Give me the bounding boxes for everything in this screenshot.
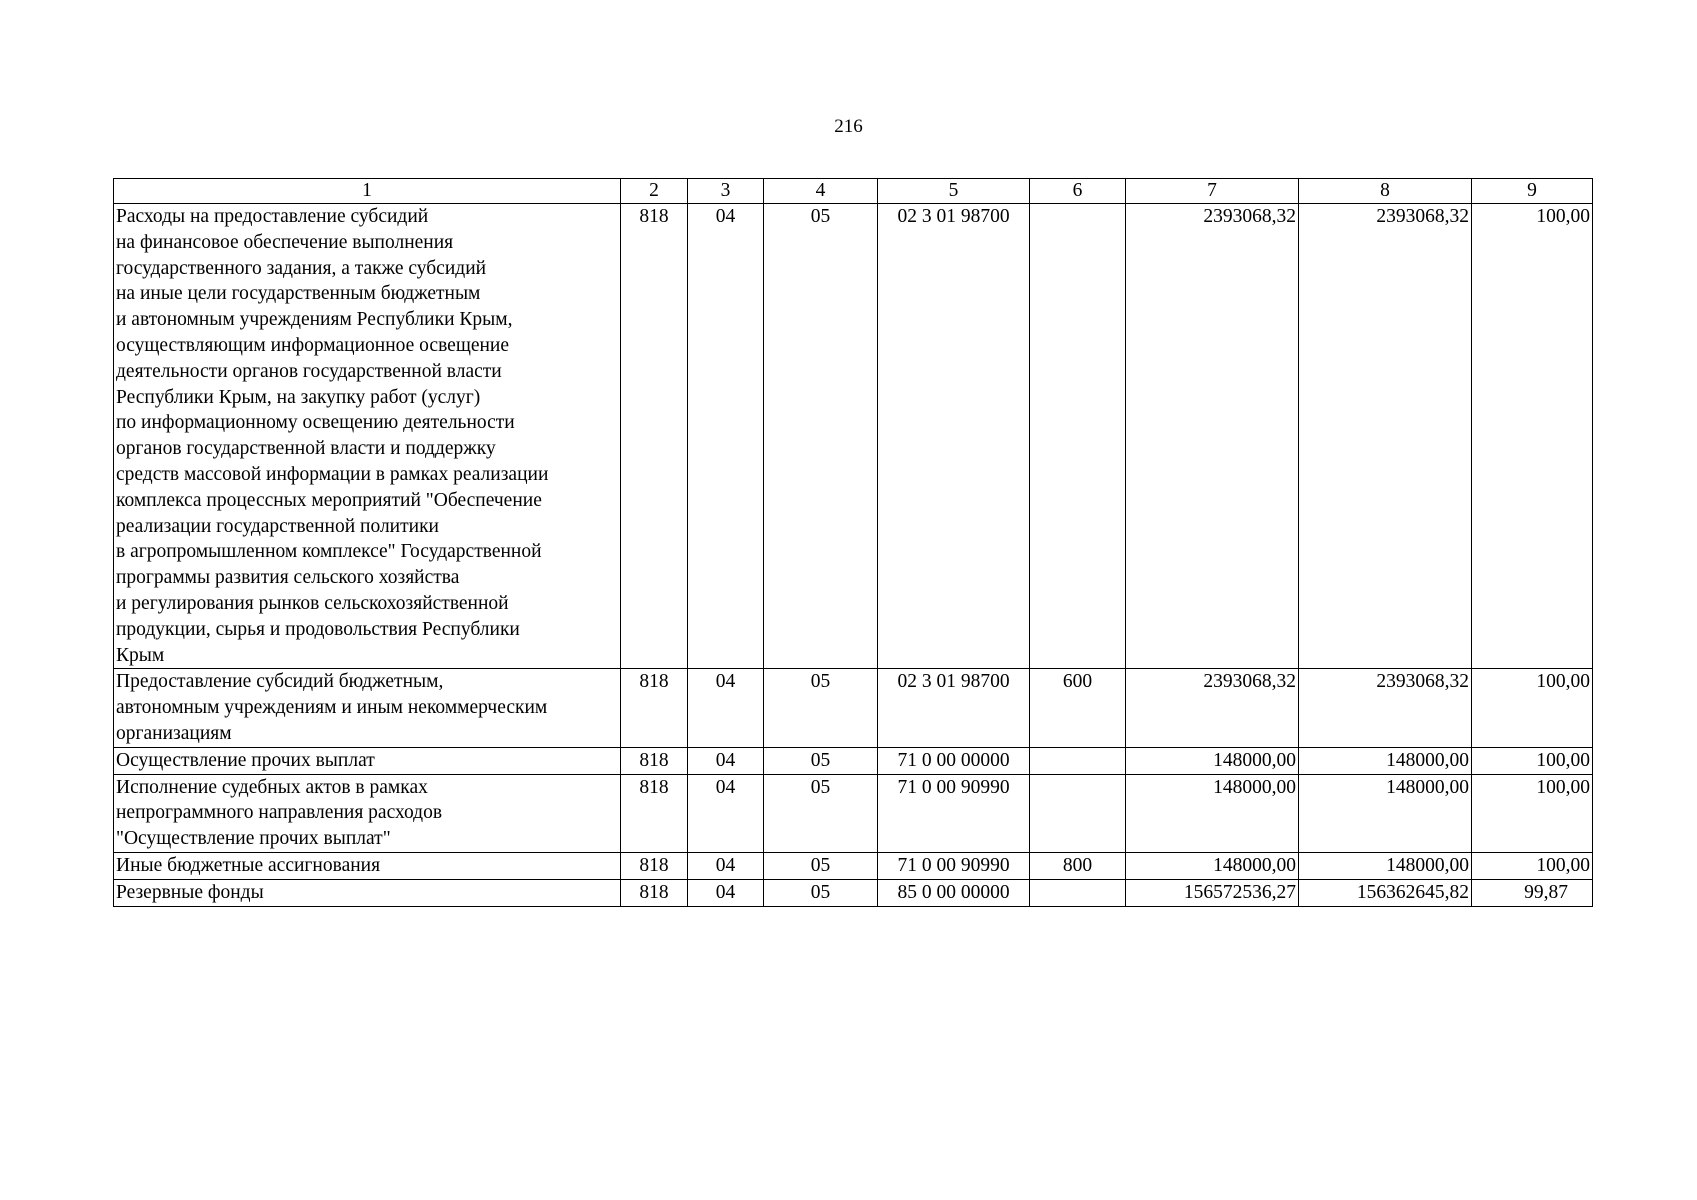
row-name-line: автономным учреждениям и иным некоммерческим — [116, 697, 548, 719]
cell-expense-type — [1030, 774, 1126, 852]
cell-subsection: 05 — [764, 204, 878, 669]
cell-target-article: 02 3 01 98700 — [878, 204, 1030, 669]
table-row — [114, 204, 1593, 669]
cell-subsection: 05 — [764, 852, 878, 879]
cell-section: 04 — [688, 669, 764, 747]
row-name-line: комплекса процессных мероприятий "Обеспечение — [116, 489, 542, 511]
cell-subsection: 05 — [764, 747, 878, 774]
row-name-line: продукции, сырья и продовольствия Республики — [116, 618, 520, 640]
table-body — [114, 204, 1593, 907]
cell-executed-amount: 2393068,32 — [1299, 669, 1472, 747]
cell-target-article: 71 0 00 00000 — [878, 747, 1030, 774]
cell-target-article: 71 0 00 90990 — [878, 852, 1030, 879]
row-name-line: на финансовое обеспечение выполнения — [116, 231, 454, 253]
header-col-6: 6 — [1030, 179, 1126, 204]
header-col-3: 3 — [688, 179, 764, 204]
cell-executed-amount: 148000,00 — [1299, 852, 1472, 879]
row-name-line: Исполнение судебных актов в рамках — [116, 776, 428, 798]
row-name — [114, 204, 621, 669]
row-name — [114, 774, 621, 852]
cell-expense-type — [1030, 747, 1126, 774]
cell-planned-amount: 156572536,27 — [1126, 879, 1299, 906]
row-name-line: органов государственной власти и поддержку — [116, 438, 496, 460]
cell-executed-amount: 156362645,82 — [1299, 879, 1472, 906]
table-row — [114, 774, 1593, 852]
cell-subsection: 05 — [764, 774, 878, 852]
cell-grbs-code: 818 — [621, 669, 688, 747]
header-col-8: 8 — [1299, 179, 1472, 204]
row-name-line: осуществляющим информационное освещение — [116, 334, 510, 356]
cell-section: 04 — [688, 774, 764, 852]
row-name-line: и автономным учреждениям Республики Крым, — [116, 309, 513, 331]
header-row — [114, 179, 1593, 204]
cell-executed-amount: 148000,00 — [1299, 747, 1472, 774]
cell-grbs-code: 818 — [621, 879, 688, 906]
table-row — [114, 879, 1593, 906]
page-number: 216 — [834, 116, 863, 137]
cell-target-article: 85 0 00 00000 — [878, 879, 1030, 906]
row-name-line: на иные цели государственным бюджетным — [116, 283, 481, 305]
cell-expense-type: 600 — [1030, 669, 1126, 747]
cell-planned-amount: 148000,00 — [1126, 774, 1299, 852]
row-name — [114, 747, 621, 774]
table-row — [114, 669, 1593, 747]
cell-section: 04 — [688, 204, 764, 669]
row-name-line: Предоставление субсидий бюджетным, — [116, 671, 444, 693]
cell-expense-type — [1030, 204, 1126, 669]
cell-percent-executed: 100,00 — [1472, 774, 1593, 852]
header-col-4: 4 — [764, 179, 878, 204]
cell-percent-executed: 100,00 — [1472, 747, 1593, 774]
cell-grbs-code: 818 — [621, 747, 688, 774]
cell-subsection: 05 — [764, 879, 878, 906]
cell-section: 04 — [688, 879, 764, 906]
row-name-line: государственного задания, а также субсидий — [116, 257, 487, 279]
cell-grbs-code: 818 — [621, 774, 688, 852]
table-row — [114, 852, 1593, 879]
cell-grbs-code: 818 — [621, 204, 688, 669]
header-col-7: 7 — [1126, 179, 1299, 204]
row-name — [114, 852, 621, 879]
cell-percent-executed: 100,00 — [1472, 204, 1593, 669]
row-name-line: Иные бюджетные ассигнования — [116, 854, 381, 876]
row-name — [114, 879, 621, 906]
cell-executed-amount: 2393068,32 — [1299, 204, 1472, 669]
cell-grbs-code: 818 — [621, 852, 688, 879]
cell-planned-amount: 148000,00 — [1126, 747, 1299, 774]
cell-planned-amount: 2393068,32 — [1126, 669, 1299, 747]
cell-target-article: 71 0 00 90990 — [878, 774, 1030, 852]
header-col-1: 1 — [114, 179, 621, 204]
row-name-line: средств массовой информации в рамках реализации — [116, 463, 549, 485]
row-name-line: "Осуществление прочих выплат" — [116, 828, 391, 850]
row-name-line: Крым — [116, 644, 165, 666]
cell-percent-executed: 100,00 — [1472, 852, 1593, 879]
row-name-line: в агропромышленном комплексе" Государственной — [116, 541, 542, 563]
header-col-5: 5 — [878, 179, 1030, 204]
row-name-line: по информационному освещению деятельности — [116, 412, 515, 434]
cell-percent-executed: 99,87 — [1472, 879, 1593, 906]
cell-expense-type — [1030, 879, 1126, 906]
row-name-line: Резервные фонды — [116, 881, 264, 903]
cell-percent-executed: 100,00 — [1472, 669, 1593, 747]
cell-planned-amount: 148000,00 — [1126, 852, 1299, 879]
header-col-9: 9 — [1472, 179, 1593, 204]
row-name-line: деятельности органов государственной власти — [116, 360, 502, 382]
row-name-line: Осуществление прочих выплат — [116, 749, 375, 771]
row-name-line: непрограммного направления расходов — [116, 802, 443, 824]
row-name-line: программы развития сельского хозяйства — [116, 567, 460, 589]
header-col-2: 2 — [621, 179, 688, 204]
row-name — [114, 669, 621, 747]
cell-target-article: 02 3 01 98700 — [878, 669, 1030, 747]
cell-subsection: 05 — [764, 669, 878, 747]
row-name-line: Расходы на предоставление субсидий — [116, 206, 429, 227]
cell-executed-amount: 148000,00 — [1299, 774, 1472, 852]
cell-section: 04 — [688, 852, 764, 879]
row-name-line: реализации государственной политики — [116, 515, 439, 537]
row-name-line: и регулирования рынков сельскохозяйственной — [116, 592, 509, 614]
table-row — [114, 747, 1593, 774]
budget-table — [113, 178, 1593, 907]
cell-section: 04 — [688, 747, 764, 774]
row-name-line: Республики Крым, на закупку работ (услуг) — [116, 386, 481, 408]
row-name-line: организациям — [116, 722, 232, 744]
cell-planned-amount: 2393068,32 — [1126, 204, 1299, 669]
cell-expense-type: 800 — [1030, 852, 1126, 879]
